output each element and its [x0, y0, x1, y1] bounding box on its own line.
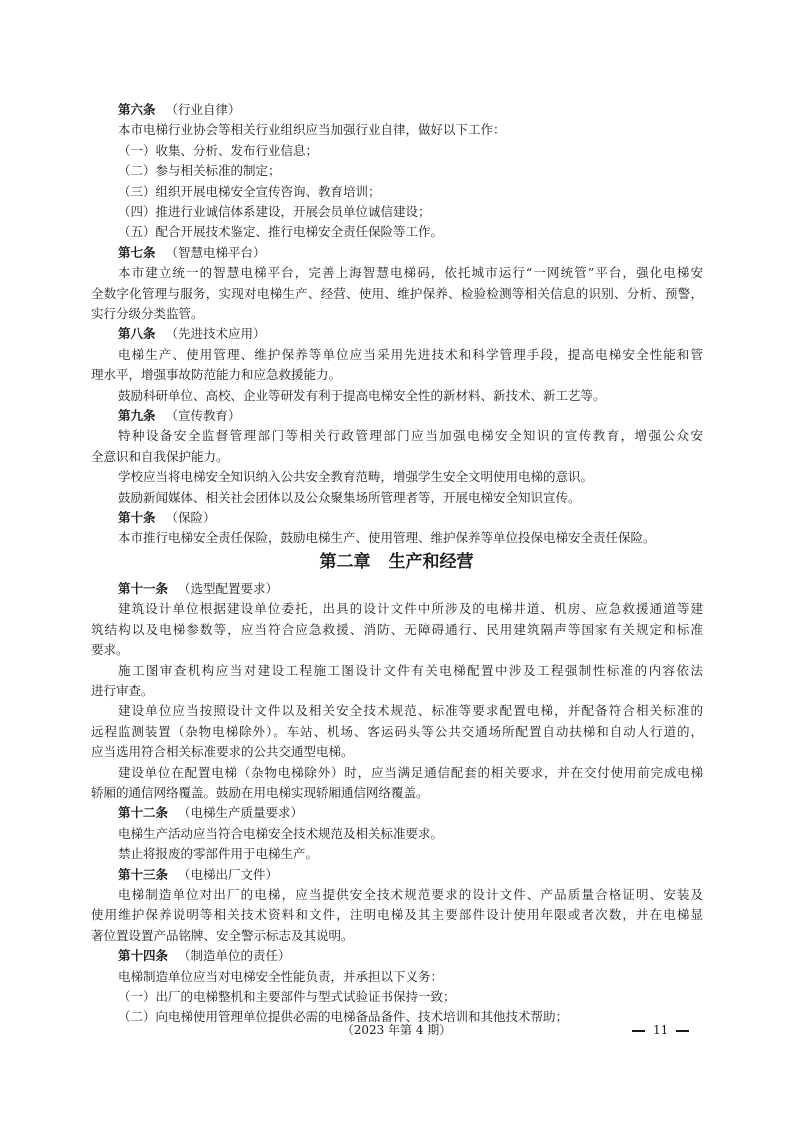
paragraph-line: 筑结构以及电梯参数等，应当符合应急救援、消防、无障碍通行、民用建筑隔声等国家有关规定和标准: [91, 621, 703, 637]
paragraph-line: 全意识和自我保护能力。: [91, 448, 229, 464]
article-title: （智慧电梯平台）: [165, 244, 266, 260]
paragraph-line: 理水平，增强事故防范能力和应急救援能力。: [91, 367, 342, 383]
article-number: 第十四条: [118, 948, 169, 964]
article-heading: [118, 579, 703, 599]
article-heading: [118, 946, 703, 966]
article-number: 第六条: [118, 102, 156, 117]
page-number: [624, 1020, 697, 1040]
article-title: （制造单位的责任）: [178, 948, 291, 964]
article-number: 第十三条: [118, 866, 169, 882]
article-title: （保险）: [165, 510, 216, 525]
paragraph-line: 电梯生产活动应当符合电梯安全技术规范及相关标准要求。: [118, 825, 444, 841]
page-number-text: 11: [653, 1023, 669, 1037]
paragraph-line: 建设单位应当按照设计文件以及相关安全技术规范、标准等要求配置电梯，并配备符合相关标准的: [118, 703, 703, 719]
paragraph-line: 进行审查。: [91, 683, 154, 698]
paragraph-line: 特种设备安全监督管理部门等相关行政管理部门应当加强电梯安全知识的宣传教育，增强公众安: [118, 428, 703, 444]
issue-label: （2023 年第 4 期）: [341, 1023, 452, 1037]
paragraph-line: 禁止将报废的零部件用于电梯生产。: [118, 846, 319, 862]
paragraph-line: 本市推行电梯安全责任保险，鼓励电梯生产、使用管理、维护保养等单位投保电梯安全责任保险。: [118, 530, 656, 546]
paragraph-line: 电梯生产、使用管理、维护保养等单位应当采用先进技术和科学管理手段，提高电梯安全性能和管: [118, 346, 703, 362]
paragraph-line: 远程监测装置（杂物电梯除外）。车站、机场、客运码头等公共交通场所配置自动扶梯和自动人行道的，: [91, 723, 703, 739]
article-title: （电梯出厂文件）: [178, 866, 279, 882]
paragraph-line: 电梯制造单位对出厂的电梯，应当提供安全技术规范要求的设计文件、产品质量合格证明、安装及: [118, 887, 703, 902]
chapter-number: 第二章: [319, 552, 371, 572]
paragraph-line: 建设单位在配置电梯（杂物电梯除外）时，应当满足通信配套的相关要求，并在交付使用前完成电梯: [118, 764, 703, 780]
article-heading: [118, 243, 703, 263]
article-heading: [118, 508, 703, 528]
article-heading: [118, 865, 703, 885]
article-number: 第九条: [118, 408, 156, 423]
paragraph-line: 著位置设置产品铭牌、安全警示标志及其说明。: [91, 927, 354, 943]
paragraph-line: （五）配合开展技术鉴定、推行电梯安全责任保险等工作。: [118, 224, 444, 240]
paragraph-line: 鼓励科研单位、高校、企业等研发有利于提高电梯安全性的新材料、新技术、新工艺等。: [118, 387, 606, 403]
article-number: 第十条: [118, 510, 156, 525]
paragraph-line: 鼓励新闻媒体、相关社会团体以及公众聚集场所管理者等，开展电梯安全知识宣传。: [118, 489, 581, 505]
article-number: 第八条: [118, 326, 156, 342]
dash-left: [632, 1030, 645, 1032]
paragraph-line: 全数字化管理与服务，实现对电梯生产、经营、使用、维护保养、检验检测等相关信息的识别、分析、预警，: [91, 285, 703, 301]
article-heading: [118, 406, 703, 426]
paragraph-line: （二）参与相关标准的制定；: [118, 163, 281, 179]
paragraph-line: 施工图审查机构应当对建设工程施工图设计文件有关电梯配置中涉及工程强制性标准的内容依法: [118, 662, 703, 678]
article-heading: [118, 324, 703, 344]
paragraph-line: 实行分级分类监管。: [91, 306, 204, 321]
paragraph-line: （一）出厂的电梯整机和主要部件与型式试验证书保持一致；: [118, 989, 456, 1004]
paragraph-line: （三）组织开展电梯安全宣传咨询、教育培训；: [118, 183, 381, 199]
article-number: 第十二条: [118, 805, 169, 821]
article-heading: [118, 100, 703, 120]
chapter-title: 生产和经营: [388, 552, 474, 572]
article-title: （选型配置要求）: [178, 581, 279, 596]
dash-right: [676, 1030, 689, 1032]
article-heading: [118, 803, 703, 823]
paragraph-line: （四）推进行业诚信体系建设，开展会员单位诚信建设；: [118, 204, 431, 219]
paragraph-line: 使用维护保养说明等相关技术资料和文件，注明电梯及其主要部件设计使用年限或者次数，并在电梯显: [91, 907, 703, 923]
chapter-heading: [0, 548, 793, 576]
paragraph-line: 电梯制造单位应当对电梯安全性能负责，并承担以下义务：: [118, 968, 444, 984]
paragraph-line: 要求。: [91, 642, 129, 658]
paragraph-line: （一）收集、分析、发布行业信息；: [118, 142, 319, 158]
article-title: （行业自律）: [165, 102, 241, 117]
paragraph-line: 轿厢的通信网络覆盖。鼓励在用电梯实现轿厢通信网络覆盖。: [91, 785, 429, 800]
article-number: 第十一条: [118, 581, 169, 596]
paragraph-line: 建筑设计单位根据建设单位委托，出具的设计文件中所涉及的电梯井道、机房、应急救援通道等建: [118, 601, 703, 617]
article-title: （先进技术应用）: [165, 326, 266, 342]
paragraph-line: （二）向电梯使用管理单位提供必需的电梯备品备件、技术培训和其他技术帮助；: [118, 1009, 569, 1025]
paragraph-line: 应当选用符合相关标准要求的公共交通型电梯。: [91, 744, 354, 760]
paragraph-line: 本市电梯行业协会等相关行业组织应当加强行业自律，做好以下工作：: [118, 122, 506, 138]
article-title: （电梯生产质量要求）: [178, 805, 304, 821]
paragraph-line: 本市建立统一的智慧电梯平台，完善上海智慧电梯码，依托城市运行“一网统管”平台，强化电梯安: [118, 265, 703, 281]
article-title: （宣传教育）: [165, 408, 241, 423]
article-number: 第七条: [118, 244, 156, 260]
paragraph-line: 学校应当将电梯安全知识纳入公共安全教育范畴，增强学生安全文明使用电梯的意识。: [118, 469, 594, 485]
